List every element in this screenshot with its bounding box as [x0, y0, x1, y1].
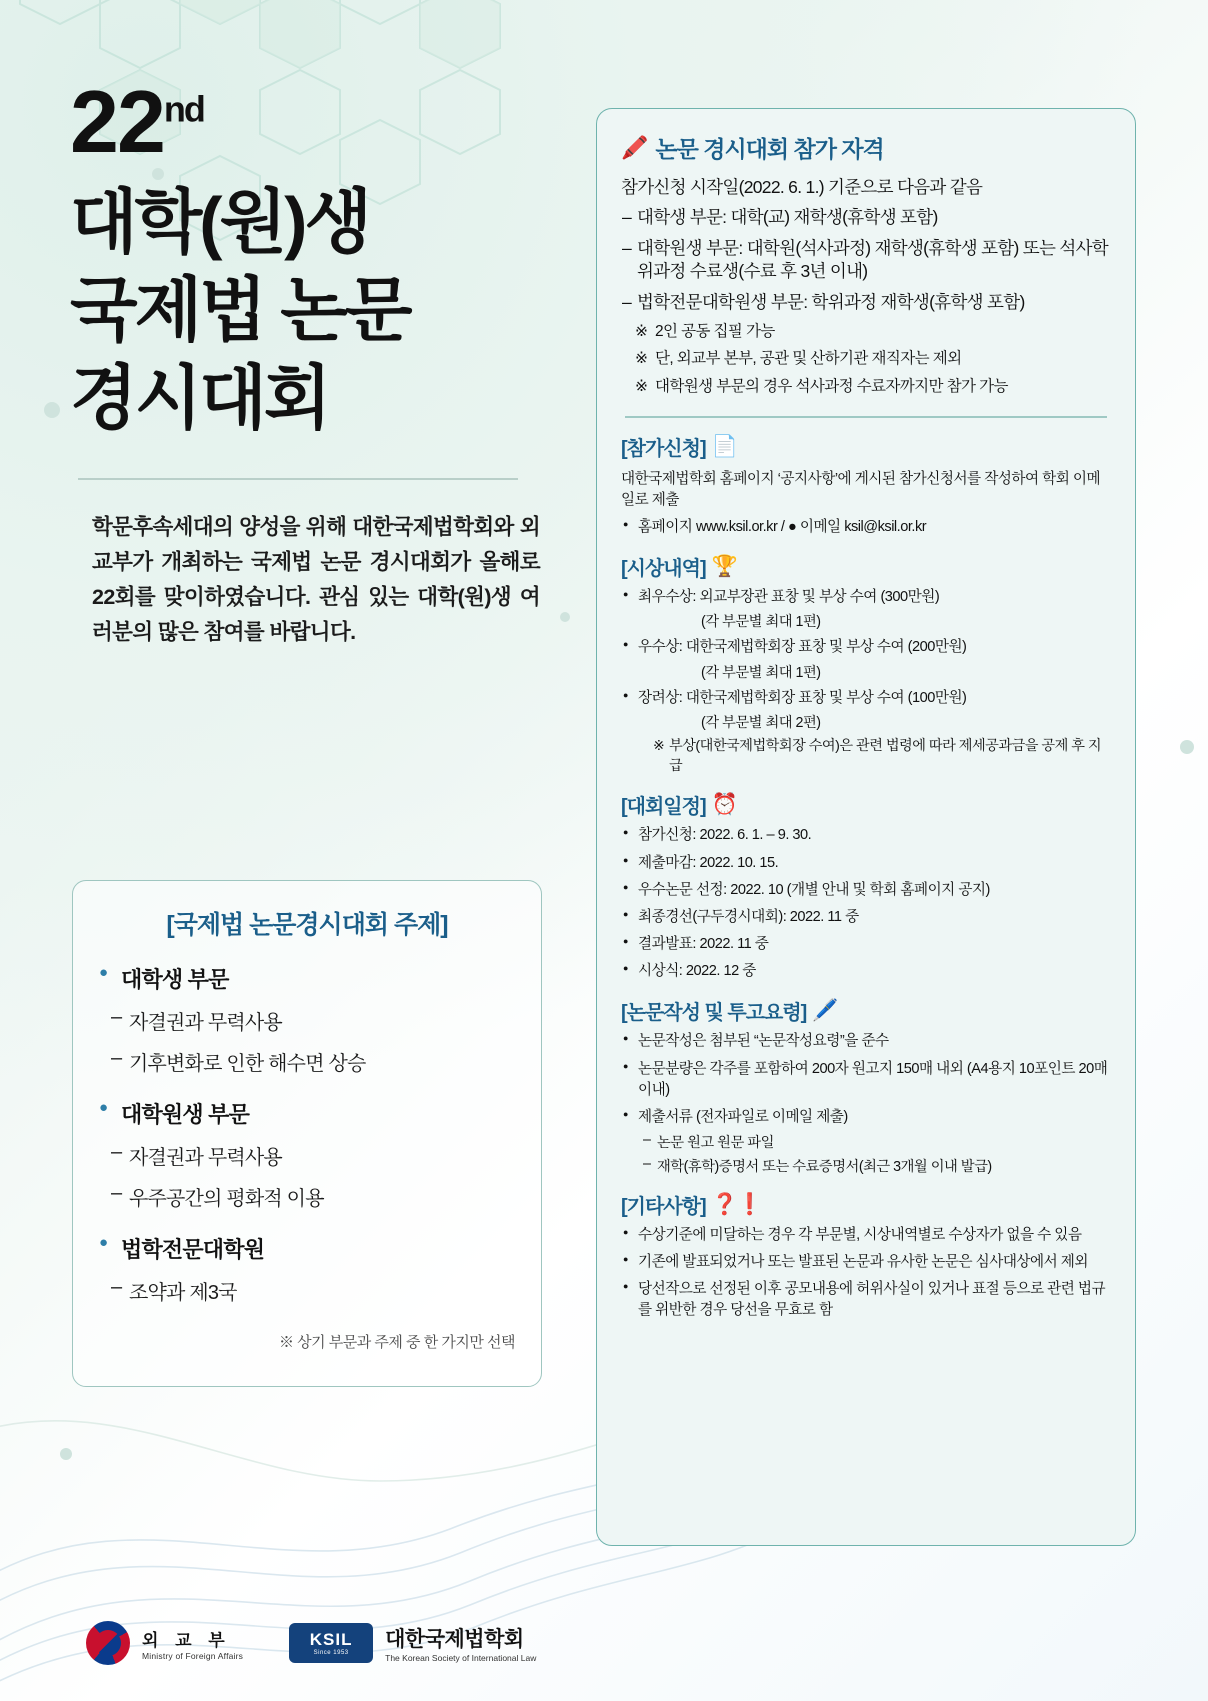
- qualification-note: ※ 대학원생 부문의 경우 석사과정 수료자까지만 참가 가능: [621, 377, 1111, 398]
- apply-section: [621, 432, 1111, 538]
- topic-group-head: ● 법학전문대학원: [99, 1233, 515, 1264]
- apply-contact: ● 홈페이지 www.ksil.or.kr / ● 이메일 ksil@ksil.or.kr: [621, 517, 1111, 538]
- footer-logos: [86, 1621, 536, 1665]
- ksil-name-en: The Korean Society of International Law: [385, 1653, 537, 1663]
- topic-item: – 조약과 제3국: [99, 1276, 515, 1305]
- mofa-logo: [86, 1621, 243, 1665]
- clock-icon: ⏰: [711, 793, 737, 817]
- mofa-name-ko: 외 교 부: [142, 1630, 231, 1650]
- topic-box-title: [국제법 논문경시대회 주제]: [166, 911, 448, 939]
- award-subitem: (각 부문별 최대 2편): [701, 714, 821, 731]
- award-subitem: (각 부문별 최대 1편): [701, 664, 821, 681]
- taegeuk-icon: [86, 1621, 130, 1665]
- apply-text: 대한국제법학회 홈페이지 ‘공지사항’에 게시된 참가신청서를 작성하여 학회 이메일로 제출: [621, 470, 1101, 508]
- schedule-item: ● 결과발표: 2022. 11 중: [621, 934, 1111, 955]
- awards-section-title: [621, 552, 1111, 581]
- qualification-item: – 법학전문대학원생 부문: 학위과정 재학생(휴학생 포함): [621, 291, 1111, 315]
- topic-item: – 자결권과 무력사용: [99, 1141, 515, 1170]
- etc-section-title: [621, 1190, 1111, 1219]
- qualification-head: 참가신청 시작일(2022. 6. 1.) 기준으로 다음과 같음: [621, 177, 983, 197]
- left-column: [70, 72, 570, 649]
- edition-number: [70, 72, 570, 171]
- ksil-mark-sub: Since 1953: [313, 1650, 349, 1656]
- topic-box: [72, 880, 542, 1387]
- schedule-item: ● 제출마감: 2022. 10. 15.: [621, 853, 1111, 874]
- etc-title-text: [기타사항]: [621, 1196, 706, 1219]
- topic-group-head: ● 대학생 부문: [99, 963, 515, 994]
- writing-item: ● 논문작성은 첨부된 “논문작성요령”을 준수: [621, 1031, 1111, 1052]
- awards-section: [621, 552, 1111, 776]
- qualification-note: ※ 단, 외교부 본부, 공관 및 산하기관 재직자는 제외: [621, 349, 1111, 370]
- writing-item: ● 제출서류 (전자파일로 이메일 제출): [621, 1107, 1111, 1128]
- title-line-1: 대학(원)생: [70, 182, 370, 261]
- page-title: [70, 178, 570, 443]
- award-item: ● 장려상: 대한국제법학회장 표창 및 부상 수여 (100만원): [621, 688, 1111, 709]
- qualification-item: – 대학생 부문: 대학(교) 재학생(휴학생 포함): [621, 206, 1111, 230]
- decor-dot: [44, 402, 60, 418]
- topic-group: [99, 963, 515, 1076]
- qualification-note: ※ 2인 공동 집필 가능: [621, 322, 1111, 343]
- award-item: ● 최우수상: 외교부장관 표창 및 부상 수여 (300만원): [621, 587, 1111, 608]
- award-note: ※ 부상(대한국제법학회장 수여)은 관련 법령에 따라 제세공과금을 공제 후 지급: [621, 737, 1111, 777]
- intro-paragraph: 학문후속세대의 양성을 위해 대한국제법학회와 외교부가 개최하는 국제법 논문 경시대회가 올해로 22회를 맞이하였습니다. 관심 있는 대학(원)생 여러분의 많은 참여를 바랍니다.: [92, 515, 540, 644]
- title-line-2: 국제법 논문: [70, 270, 410, 349]
- topic-item: – 기후변화로 인한 해수면 상승: [99, 1047, 515, 1076]
- info-panel: [596, 108, 1136, 1546]
- writing-subitem: – 재학(휴학)증명서 또는 수료증명서(최근 3개월 이내 발급): [621, 1156, 1111, 1176]
- topic-item: – 자결권과 무력사용: [99, 1006, 515, 1035]
- etc-item: ● 수상기준에 미달하는 경우 각 부문별, 시상내역별로 수상자가 없을 수 있음: [621, 1225, 1111, 1246]
- etc-section: [621, 1190, 1111, 1322]
- qualification-section-title: [621, 131, 1111, 164]
- pen-icon: 🖊️: [812, 999, 838, 1023]
- qualification-title-text: 논문 경시대회 참가 자격: [655, 136, 884, 162]
- document-icon: 📄: [711, 434, 737, 458]
- schedule-section-title: [621, 790, 1111, 819]
- edition-suffix: nd: [163, 88, 204, 130]
- writing-item: ● 논문분량은 각주를 포함하여 200자 원고지 150매 내외 (A4용지 10포인트 20매 이내): [621, 1059, 1111, 1101]
- pen-cup-icon: 🖍️: [621, 134, 648, 160]
- schedule-item: ● 참가신청: 2022. 6. 1. – 9. 30.: [621, 825, 1111, 846]
- mofa-name-en: Ministry of Foreign Affairs: [142, 1650, 244, 1661]
- title-divider: [78, 478, 518, 480]
- decor-dot: [60, 1448, 72, 1460]
- ksil-name-ko: 대한국제법학회: [385, 1628, 524, 1651]
- apply-title-text: [참가신청]: [621, 437, 706, 460]
- award-item: ● 우수상: 대한국제법학회장 표창 및 부상 수여 (200만원): [621, 637, 1111, 658]
- writing-section-title: [621, 996, 1111, 1025]
- apply-section-title: [621, 432, 1111, 461]
- ksil-logo: [289, 1623, 536, 1663]
- writing-title-text: [논문작성 및 투고요령]: [621, 1002, 807, 1025]
- edition-number-value: 22: [70, 72, 164, 171]
- panel-divider: [625, 416, 1107, 418]
- title-line-3: 경시대회: [70, 358, 329, 437]
- decor-dot: [1180, 740, 1194, 754]
- award-subitem: (각 부문별 최대 1편): [701, 614, 821, 631]
- schedule-section: [621, 790, 1111, 982]
- trophy-icon: 🏆: [711, 555, 737, 579]
- topic-group-head: ● 대학원생 부문: [99, 1098, 515, 1129]
- ksil-mark-main: KSIL: [309, 1630, 353, 1649]
- topic-group: [99, 1098, 515, 1211]
- ksil-mark-icon: [289, 1623, 373, 1663]
- schedule-item: ● 최종경선(구두경시대회): 2022. 11 중: [621, 907, 1111, 928]
- etc-item: ● 당선작으로 선정된 이후 공모내용에 허위사실이 있거나 표절 등으로 관련 법규를 위반한 경우 당선을 무효로 함: [621, 1279, 1111, 1321]
- qualification-item: – 대학원생 부문: 대학원(석사과정) 재학생(휴학생 포함) 또는 석사학위과정 수료생(수료 후 3년 이내): [621, 237, 1111, 284]
- schedule-title-text: [대회일정]: [621, 796, 706, 819]
- writing-section: [621, 996, 1111, 1176]
- topic-item: – 우주공간의 평화적 이용: [99, 1182, 515, 1211]
- schedule-item: ● 우수논문 선정: 2022. 10 (개별 안내 및 학회 홈페이지 공지): [621, 880, 1111, 901]
- topic-group: [99, 1233, 515, 1305]
- writing-subitem: – 논문 원고 원문 파일: [621, 1132, 1111, 1152]
- schedule-item: ● 시상식: 2022. 12 중: [621, 961, 1111, 982]
- awards-title-text: [시상내역]: [621, 558, 706, 581]
- question-exclamation-icon: ❓❗: [711, 1193, 762, 1217]
- topic-box-note: ※ 상기 부문과 주제 중 한 가지만 선택: [278, 1334, 515, 1351]
- etc-item: ● 기존에 발표되었거나 또는 발표된 논문과 유사한 논문은 심사대상에서 제외: [621, 1252, 1111, 1273]
